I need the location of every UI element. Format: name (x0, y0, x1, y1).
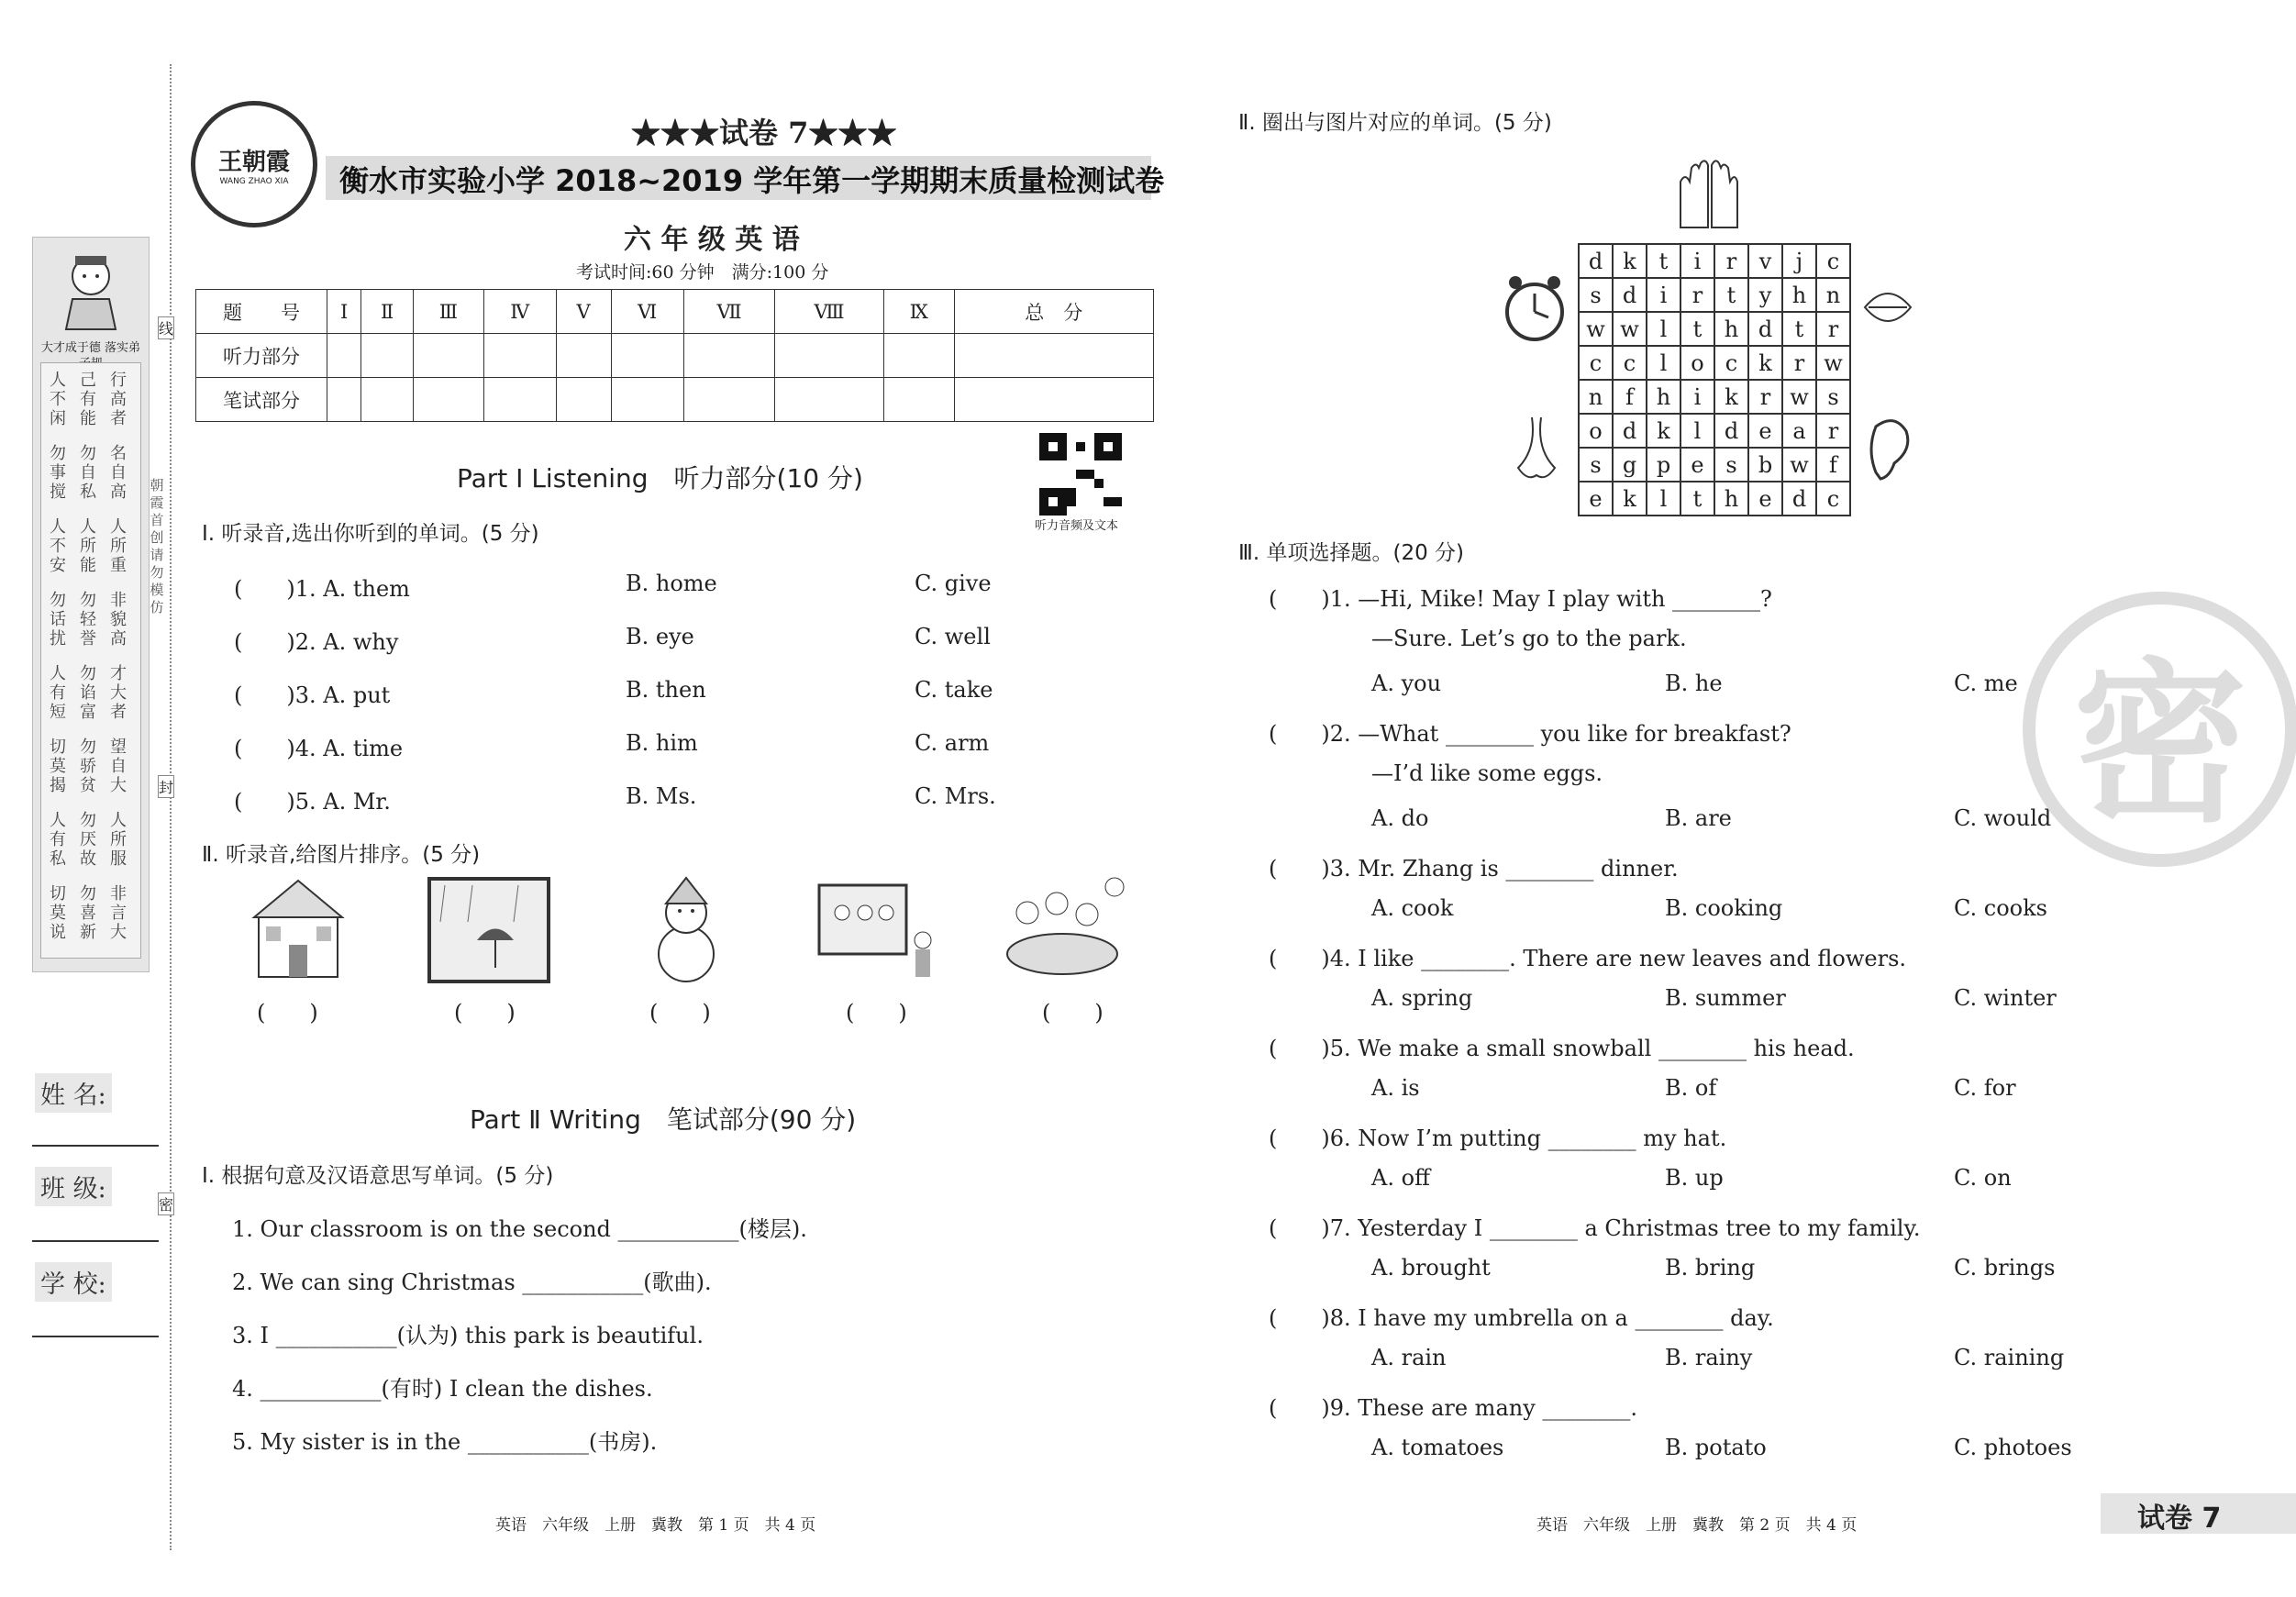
motto-column: 己有能 (80, 371, 96, 428)
score-header-cell: Ⅴ (556, 290, 611, 334)
mc-question: ( )1. —Hi, Mike! May I play with ________? (1269, 586, 1772, 612)
grid-letter[interactable]: r (1748, 380, 1782, 414)
motto-column: 勿谄富 (80, 664, 96, 722)
mc-option-b[interactable]: B. up (1665, 1165, 1724, 1191)
motto-column: 人有私 (50, 811, 66, 869)
grid-letter[interactable]: c (1816, 482, 1850, 516)
mc-option-c[interactable]: C. would (1954, 805, 2052, 831)
mc-option-b[interactable]: B. rainy (1665, 1345, 1753, 1370)
family-photo-picture (815, 876, 939, 986)
grid-letter[interactable]: w (1816, 346, 1850, 380)
ear-icon (1862, 413, 1917, 486)
score-cell[interactable] (683, 334, 774, 378)
listening-option: B. Ms. (626, 783, 697, 809)
mc-option-b[interactable]: B. he (1665, 671, 1723, 696)
mc-option-c[interactable]: C. on (1954, 1165, 2012, 1191)
grid-letter[interactable]: r (1816, 312, 1850, 346)
motto-column: 切莫说 (50, 884, 66, 942)
grid-letter[interactable]: l (1647, 312, 1680, 346)
grid-letter[interactable]: n (1579, 380, 1613, 414)
motto-column: 人所能 (80, 517, 96, 575)
grid-letter[interactable]: d (1613, 414, 1647, 448)
motto-column: 人所服 (110, 811, 127, 869)
mc-option-c[interactable]: C. for (1954, 1075, 2016, 1101)
secret-stamp: 密 (2023, 592, 2296, 867)
score-cell[interactable] (954, 378, 1153, 422)
mc-option-c[interactable]: C. photoes (1954, 1435, 2072, 1460)
grid-letter[interactable]: t (1680, 482, 1714, 516)
grid-letter[interactable]: w (1782, 380, 1816, 414)
fold-mark: 线 (158, 316, 174, 339)
grid-letter[interactable]: i (1680, 244, 1714, 278)
mc-option-b[interactable]: B. summer (1665, 985, 1786, 1011)
motto-column: 人有短 (50, 664, 66, 722)
grid-letter[interactable]: w (1613, 312, 1647, 346)
fill-in-item[interactable]: 3. I ___________(认为) this park is beautiful. (232, 1323, 704, 1348)
score-cell[interactable] (954, 334, 1153, 378)
score-header-cell: Ⅶ (683, 290, 774, 334)
cartoon-boy-icon (59, 249, 123, 331)
score-table (195, 289, 1154, 422)
grid-letter[interactable]: j (1782, 244, 1816, 278)
score-cell[interactable] (611, 334, 683, 378)
score-cell[interactable] (361, 334, 414, 378)
listening-option: B. then (626, 677, 706, 703)
class-label: 班 级: (35, 1167, 112, 1206)
grid-letter[interactable]: d (1579, 244, 1613, 278)
exam-title: 衡水市实验小学 2018~2019 学年第一学期期末质量检测试卷 (339, 163, 1165, 198)
fold-line (170, 64, 172, 1550)
score-header-cell: Ⅱ (361, 290, 414, 334)
score-cell[interactable] (883, 334, 954, 378)
qr-code-icon (1039, 433, 1122, 516)
picture-order-blank[interactable]: ( ) (257, 1000, 318, 1026)
grid-letter[interactable]: s (1579, 448, 1613, 482)
grid-letter[interactable]: r (1782, 346, 1816, 380)
listening-option: B. eye (626, 624, 694, 649)
grid-letter[interactable]: t (1714, 278, 1748, 312)
motto-column: 勿厌故 (80, 811, 96, 869)
mc-option-a[interactable]: A. brought (1371, 1255, 1491, 1281)
mc-option-c[interactable]: C. cooks (1954, 895, 2047, 921)
listening-option: C. take (915, 677, 993, 703)
logo-subtext: WANG ZHAO XIA (219, 176, 289, 186)
mc-question: ( )5. We make a small snowball ________ his head. (1269, 1036, 1855, 1061)
exam-info: 考试时间:60 分钟 满分:100 分 (576, 262, 829, 283)
mc-option-a[interactable]: A. you (1371, 671, 1442, 696)
score-cell[interactable] (775, 334, 884, 378)
mc-question: ( )8. I have my umbrella on a ________ day. (1269, 1305, 1774, 1331)
fold-mark: 密 (158, 1192, 174, 1215)
grid-letter[interactable]: t (1680, 312, 1714, 346)
clock-icon (1503, 273, 1567, 347)
grid-letter[interactable]: k (1613, 244, 1647, 278)
grid-letter[interactable]: a (1782, 414, 1816, 448)
fill-in-item[interactable]: 4. ___________(有时) I clean the dishes. (232, 1376, 653, 1402)
listening-sec1-title: Ⅰ. 听录音,选出你听到的单词。(5 分) (202, 522, 539, 546)
motto-column: 勿事搅 (50, 444, 66, 502)
grid-letter[interactable]: b (1748, 448, 1782, 482)
motto-column: 人不闲 (50, 371, 66, 428)
grid-letter[interactable]: t (1782, 312, 1816, 346)
mouth-icon (1856, 275, 1920, 339)
grid-letter[interactable]: c (1816, 244, 1850, 278)
writing-sec1-title: Ⅰ. 根据句意及汉语意思写单词。(5 分) (202, 1164, 554, 1188)
score-cell[interactable] (361, 378, 414, 422)
grid-letter[interactable]: r (1714, 244, 1748, 278)
footer-right: 英语 六年级 上册 冀教 第 2 页 共 4 页 (1536, 1516, 1858, 1535)
grid-letter[interactable]: w (1782, 448, 1816, 482)
footer-tag: 试卷 7 (2137, 1503, 2222, 1535)
mc-question: ( )9. These are many ________. (1269, 1395, 1638, 1421)
motto-column: 望自大 (110, 738, 127, 795)
listening-option: ( )4. A. time (234, 736, 404, 761)
logo-text: 王朝霞 (217, 148, 290, 176)
mc-question: ( )4. I like ________. There are new leaves and flowers. (1269, 946, 1907, 971)
subject-title: 六 年 级 英 语 (624, 224, 800, 256)
grid-letter[interactable]: h (1714, 312, 1748, 346)
picture-order-blank[interactable]: ( ) (1042, 1000, 1104, 1026)
score-row-label: 听力部分 (196, 334, 327, 378)
grid-letter[interactable]: v (1748, 244, 1782, 278)
score-cell[interactable] (327, 378, 361, 422)
mc-option-a[interactable]: A. tomatoes (1371, 1435, 1504, 1460)
listening-option: ( )1. A. them (234, 576, 410, 602)
grid-letter[interactable]: k (1613, 482, 1647, 516)
listening-option: ( )3. A. put (234, 682, 391, 708)
grid-letter[interactable]: d (1748, 312, 1782, 346)
motto-column: 勿喜新 (80, 884, 96, 942)
mc-option-b[interactable]: B. are (1665, 805, 1732, 831)
grid-letter[interactable]: s (1579, 278, 1613, 312)
motto-column: 名自高 (110, 444, 127, 502)
motto-column: 勿骄贫 (80, 738, 96, 795)
motto-column: 勿自私 (80, 444, 96, 502)
score-cell[interactable] (683, 378, 774, 422)
mc-option-a[interactable]: A. do (1371, 805, 1429, 831)
mc-option-a[interactable]: A. rain (1371, 1345, 1447, 1370)
grid-letter[interactable]: d (1714, 414, 1748, 448)
slogan: 大才成于德 落实弟 (40, 341, 141, 355)
listening-option: C. well (915, 624, 991, 649)
grid-letter[interactable]: i (1680, 380, 1714, 414)
grid-letter[interactable]: y (1748, 278, 1782, 312)
score-cell[interactable] (483, 378, 556, 422)
mc-option-c[interactable]: C. me (1954, 671, 2018, 696)
mc-option-a[interactable]: A. cook (1371, 895, 1454, 921)
motto-column: 人不安 (50, 517, 66, 575)
score-cell[interactable] (483, 334, 556, 378)
score-header-cell: Ⅳ (483, 290, 556, 334)
mc-option-b[interactable]: B. cooking (1665, 895, 1783, 921)
name-label: 姓 名: (35, 1073, 112, 1113)
grid-letter[interactable]: c (1714, 346, 1748, 380)
class-field[interactable] (32, 1240, 159, 1242)
school-label: 学 校: (35, 1262, 112, 1302)
score-row-label: 笔试部分 (196, 378, 327, 422)
grid-letter[interactable]: o (1579, 414, 1613, 448)
mc-question-line2: —I’d like some eggs. (1371, 760, 1603, 786)
grid-letter[interactable]: e (1748, 482, 1782, 516)
motto-column: 非貌高 (110, 591, 127, 649)
score-header-cell: Ⅵ (611, 290, 683, 334)
listening-sec2-title: Ⅱ. 听录音,给图片排序。(5 分) (202, 843, 481, 867)
nose-icon (1509, 413, 1564, 486)
qr-caption: 听力音频及文本 (1035, 519, 1119, 533)
mc-option-c[interactable]: C. raining (1954, 1345, 2065, 1370)
motto-column: 勿话扰 (50, 591, 66, 649)
part2-title: Part Ⅱ Writing 笔试部分(90 分) (470, 1104, 857, 1135)
picture-order-blank[interactable]: ( ) (454, 1000, 516, 1026)
listening-option: C. arm (915, 730, 990, 756)
grid-letter[interactable]: e (1680, 448, 1714, 482)
grid-letter[interactable]: h (1782, 278, 1816, 312)
fold-mark: 封 (158, 775, 174, 798)
hands-icon (1671, 154, 1745, 237)
grid-letter[interactable]: d (1613, 278, 1647, 312)
fill-in-item[interactable]: 2. We can sing Christmas ___________(歌曲). (232, 1270, 712, 1295)
grid-letter[interactable]: d (1782, 482, 1816, 516)
mc-option-a[interactable]: A. spring (1371, 985, 1473, 1011)
score-cell[interactable] (883, 378, 954, 422)
grid-letter[interactable]: l (1647, 346, 1680, 380)
motto-column: 才大者 (110, 664, 127, 722)
snowman-picture (624, 876, 749, 986)
fold-text: 朝霞首创 请勿模仿 (150, 477, 164, 616)
listening-option: C. give (915, 571, 992, 596)
motto-column: 勿轻誉 (80, 591, 96, 649)
score-header-cell: Ⅷ (775, 290, 884, 334)
score-cell[interactable] (775, 378, 884, 422)
grid-letter[interactable]: t (1647, 244, 1680, 278)
fill-in-item[interactable]: 1. Our classroom is on the second ___________(楼层). (232, 1216, 807, 1242)
picture-order-blank[interactable]: ( ) (846, 1000, 907, 1026)
score-cell[interactable] (556, 378, 611, 422)
score-cell[interactable] (556, 334, 611, 378)
grid-letter[interactable]: f (1816, 448, 1850, 482)
grid-letter[interactable]: o (1680, 346, 1714, 380)
grid-letter[interactable]: n (1816, 278, 1850, 312)
grid-letter[interactable]: h (1714, 482, 1748, 516)
school-field[interactable] (32, 1336, 159, 1337)
grid-letter[interactable]: r (1680, 278, 1714, 312)
mc-option-b[interactable]: B. bring (1665, 1255, 1756, 1281)
paper-number: ★★★试卷 7★★★ (631, 116, 897, 150)
motto-box (40, 362, 141, 959)
listening-option: ( )5. A. Mr. (234, 789, 391, 815)
grid-letter[interactable]: p (1647, 448, 1680, 482)
score-cell[interactable] (414, 378, 484, 422)
mc-option-a[interactable]: A. off (1371, 1165, 1431, 1191)
grid-letter[interactable]: r (1816, 414, 1850, 448)
listening-option: C. Mrs. (915, 783, 996, 809)
picture-order-blank[interactable]: ( ) (649, 1000, 711, 1026)
mc-question: ( )2. —What ________ you like for breakfast? (1269, 721, 1791, 747)
listening-option: ( )2. A. why (234, 629, 399, 655)
grid-letter[interactable]: h (1647, 380, 1680, 414)
name-field[interactable] (32, 1145, 159, 1147)
grid-letter[interactable]: c (1613, 346, 1647, 380)
motto-column: 行高者 (110, 371, 127, 428)
grid-letter[interactable]: g (1613, 448, 1647, 482)
grid-letter[interactable]: s (1816, 380, 1850, 414)
grid-letter[interactable]: k (1647, 414, 1680, 448)
motto-column: 切莫揭 (50, 738, 66, 795)
grid-letter[interactable]: w (1579, 312, 1613, 346)
score-header-cell: 总 分 (954, 290, 1153, 334)
score-cell[interactable] (327, 334, 361, 378)
score-cell[interactable] (611, 378, 683, 422)
family-dinner-picture (1000, 876, 1125, 986)
motto-column: 人所重 (110, 517, 127, 575)
house-picture (236, 876, 360, 986)
mc-option-c[interactable]: C. brings (1954, 1255, 2056, 1281)
mc-option-c[interactable]: C. winter (1954, 985, 2057, 1011)
grid-letter[interactable]: k (1714, 380, 1748, 414)
fill-in-item[interactable]: 5. My sister is in the ___________(书房). (232, 1429, 658, 1455)
mc-question-line2: —Sure. Let’s go to the park. (1371, 626, 1687, 651)
grid-letter[interactable]: f (1613, 380, 1647, 414)
score-header-cell: Ⅰ (327, 290, 361, 334)
mc-question: ( )6. Now I’m putting ________ my hat. (1269, 1126, 1727, 1151)
grid-letter[interactable]: l (1680, 414, 1714, 448)
grid-letter[interactable]: l (1647, 482, 1680, 516)
motto-column: 非言大 (110, 884, 127, 942)
listening-option: B. home (626, 571, 717, 596)
grid-letter[interactable]: e (1748, 414, 1782, 448)
mc-option-b[interactable]: B. potato (1665, 1435, 1767, 1460)
brand-logo (191, 101, 317, 227)
wordsearch-title: Ⅱ. 圈出与图片对应的单词。(5 分) (1238, 111, 1552, 135)
mc-option-b[interactable]: B. of (1665, 1075, 1717, 1101)
grid-letter[interactable]: s (1714, 448, 1748, 482)
mc-option-a[interactable]: A. is (1371, 1075, 1420, 1101)
grid-letter[interactable]: e (1579, 482, 1613, 516)
footer-left: 英语 六年级 上册 冀教 第 1 页 共 4 页 (495, 1516, 816, 1535)
score-header-cell: Ⅸ (883, 290, 954, 334)
mc-question: ( )3. Mr. Zhang is ________ dinner. (1269, 856, 1679, 882)
score-header-cell: Ⅲ (414, 290, 484, 334)
rainy-window-picture (427, 876, 551, 986)
word-search-grid (1578, 243, 1851, 516)
listening-option: B. him (626, 730, 698, 756)
mc-title: Ⅲ. 单项选择题。(20 分) (1238, 541, 1465, 565)
score-header-cell: 题 号 (196, 290, 327, 334)
mc-question: ( )7. Yesterday I ________ a Christmas tree to my family. (1269, 1215, 1921, 1241)
grid-letter[interactable]: k (1748, 346, 1782, 380)
grid-letter[interactable]: i (1647, 278, 1680, 312)
score-cell[interactable] (414, 334, 484, 378)
grid-letter[interactable]: c (1579, 346, 1613, 380)
part1-title: Part Ⅰ Listening 听力部分(10 分) (457, 463, 863, 494)
